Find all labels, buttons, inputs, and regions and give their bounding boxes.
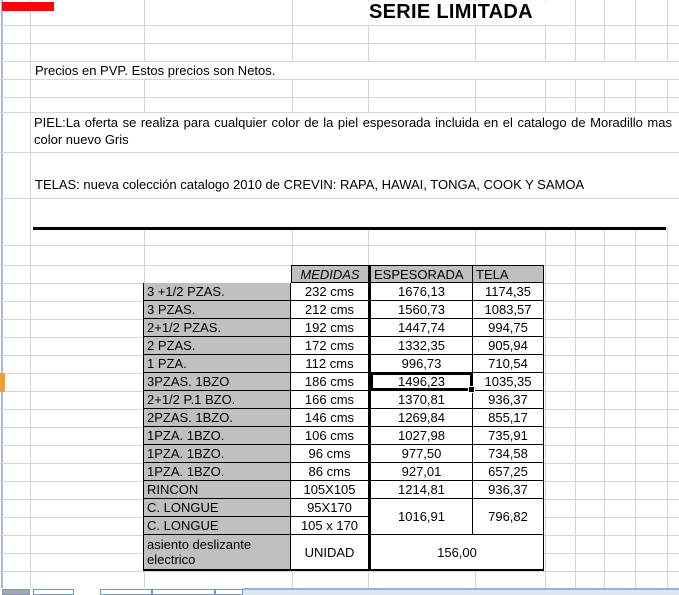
gridline xyxy=(0,571,679,572)
row-name[interactable]: 3 PZAS. xyxy=(143,301,291,319)
gridline xyxy=(0,245,679,246)
cell-espesorada[interactable]: 1370,81 xyxy=(368,391,473,409)
row-name[interactable]: 1PZA. 1BZO. xyxy=(143,463,291,481)
row-name[interactable]: 2 PZAS. xyxy=(143,337,291,355)
sheet-tab[interactable] xyxy=(2,589,30,595)
cell-espesorada[interactable]: 1447,74 xyxy=(368,319,473,337)
cell-medidas[interactable]: 166 cms xyxy=(291,391,368,409)
sheet-tab[interactable] xyxy=(215,589,243,595)
cell-tela[interactable]: 734,58 xyxy=(473,445,544,463)
cell-tela[interactable]: 936,37 xyxy=(473,391,544,409)
row-name[interactable]: 3 +1/2 PZAS. xyxy=(143,283,291,301)
cell-tela[interactable]: 994,75 xyxy=(473,319,544,337)
cell-espesorada-selected[interactable]: 1496,23 xyxy=(368,373,473,391)
row-name[interactable]: C. LONGUE xyxy=(143,517,291,535)
cell-espesorada[interactable]: 1214,81 xyxy=(368,481,473,499)
cell-medidas[interactable]: 96 cms xyxy=(291,445,368,463)
sheet-tab[interactable] xyxy=(152,589,215,595)
cell-espesorada[interactable]: 1676,13 xyxy=(368,283,473,301)
cell-tela[interactable]: 855,17 xyxy=(473,409,544,427)
row-name[interactable]: C. LONGUE xyxy=(143,499,291,517)
empty-cell-band xyxy=(33,199,672,227)
pricing-table xyxy=(143,265,544,571)
cell-tela[interactable]: 936,37 xyxy=(473,481,544,499)
cell-tela[interactable]: 1035,35 xyxy=(473,373,544,391)
cell-medidas[interactable]: 232 cms xyxy=(291,283,368,301)
cell-medidas[interactable]: UNIDAD xyxy=(291,535,368,571)
row-name[interactable]: 1PZA. 1BZO. xyxy=(143,427,291,445)
row-name[interactable]: 2PZAS. 1BZO. xyxy=(143,409,291,427)
note-precios[interactable]: Precios en PVP. Estos precios son Netos. xyxy=(35,63,276,78)
table-corner-cell[interactable] xyxy=(143,265,291,283)
cell-medidas[interactable]: 192 cms xyxy=(291,319,368,337)
cell-tela[interactable]: 657,25 xyxy=(473,463,544,481)
cell-espesorada[interactable]: 1332,35 xyxy=(368,337,473,355)
note-telas[interactable]: TELAS: nueva colección catalogo 2010 de CREVIN: RAPA, HAWAI, TONGA, COOK Y SAMOA xyxy=(35,177,585,192)
cell-espesorada-merged[interactable]: 1016,91 xyxy=(368,499,473,535)
cell-medidas[interactable]: 112 cms xyxy=(291,355,368,373)
gridline xyxy=(0,97,679,98)
orange-row-marker xyxy=(0,373,5,392)
row-name[interactable]: 1PZA. 1BZO. xyxy=(143,445,291,463)
row-name[interactable]: 2+1/2 P.1 BZO. xyxy=(143,391,291,409)
col-header-espesorada[interactable]: ESPESORADA xyxy=(368,265,473,283)
horizontal-scrollbar[interactable] xyxy=(243,588,679,595)
cell-espesorada[interactable]: 977,50 xyxy=(368,445,473,463)
sheet-tab[interactable] xyxy=(100,589,152,595)
cell-espesorada[interactable]: 1027,98 xyxy=(368,427,473,445)
cell-medidas[interactable]: 212 cms xyxy=(291,301,368,319)
row-name[interactable]: RINCON xyxy=(143,481,291,499)
cell-precio-merged[interactable]: 156,00 xyxy=(368,535,544,571)
cell-espesorada[interactable]: 1560,73 xyxy=(368,301,473,319)
row-name[interactable]: 3PZAS. 1BZO xyxy=(143,373,291,391)
cell-medidas[interactable]: 95X170 xyxy=(291,499,368,517)
cell-tela-merged[interactable]: 796,82 xyxy=(473,499,544,535)
cell-medidas[interactable]: 172 cms xyxy=(291,337,368,355)
row-name[interactable]: 2+1/2 PZAS. xyxy=(143,319,291,337)
gridline xyxy=(0,79,679,80)
cell-medidas[interactable]: 186 cms xyxy=(291,373,368,391)
cell-tela[interactable]: 1174,35 xyxy=(473,283,544,301)
horizontal-rule xyxy=(33,227,666,230)
gridline xyxy=(0,25,679,26)
cell-medidas[interactable]: 105 x 170 xyxy=(291,517,368,535)
cell-tela[interactable]: 905,94 xyxy=(473,337,544,355)
page-title[interactable]: SERIE LIMITADA xyxy=(369,1,533,23)
cell-espesorada[interactable]: 927,01 xyxy=(368,463,473,481)
cell-espesorada[interactable]: 1269,84 xyxy=(368,409,473,427)
cell-espesorada[interactable]: 996,73 xyxy=(368,355,473,373)
note-piel[interactable]: PIEL:La oferta se realiza para cualquier color de la piel espesorada incluida en el catalogo de Moradillo mas color nuevo Gris xyxy=(34,115,672,147)
col-header-medidas[interactable]: MEDIDAS xyxy=(291,265,368,283)
cell-medidas[interactable]: 105X105 xyxy=(291,481,368,499)
sheet-tab[interactable] xyxy=(33,589,74,595)
cell-medidas[interactable]: 106 cms xyxy=(291,427,368,445)
red-marker-bar xyxy=(2,2,54,11)
cell-tela[interactable]: 1083,57 xyxy=(473,301,544,319)
row-name[interactable]: asiento deslizante electrico xyxy=(143,535,291,571)
gridline xyxy=(0,43,679,44)
cell-tela[interactable]: 735,91 xyxy=(473,427,544,445)
col-header-tela[interactable]: TELA xyxy=(473,265,544,283)
cell-medidas[interactable]: 86 cms xyxy=(291,463,368,481)
sheet-tab-strip xyxy=(0,588,679,595)
cell-medidas[interactable]: 146 cms xyxy=(291,409,368,427)
cell-tela[interactable]: 710,54 xyxy=(473,355,544,373)
row-name[interactable]: 1 PZA. xyxy=(143,355,291,373)
